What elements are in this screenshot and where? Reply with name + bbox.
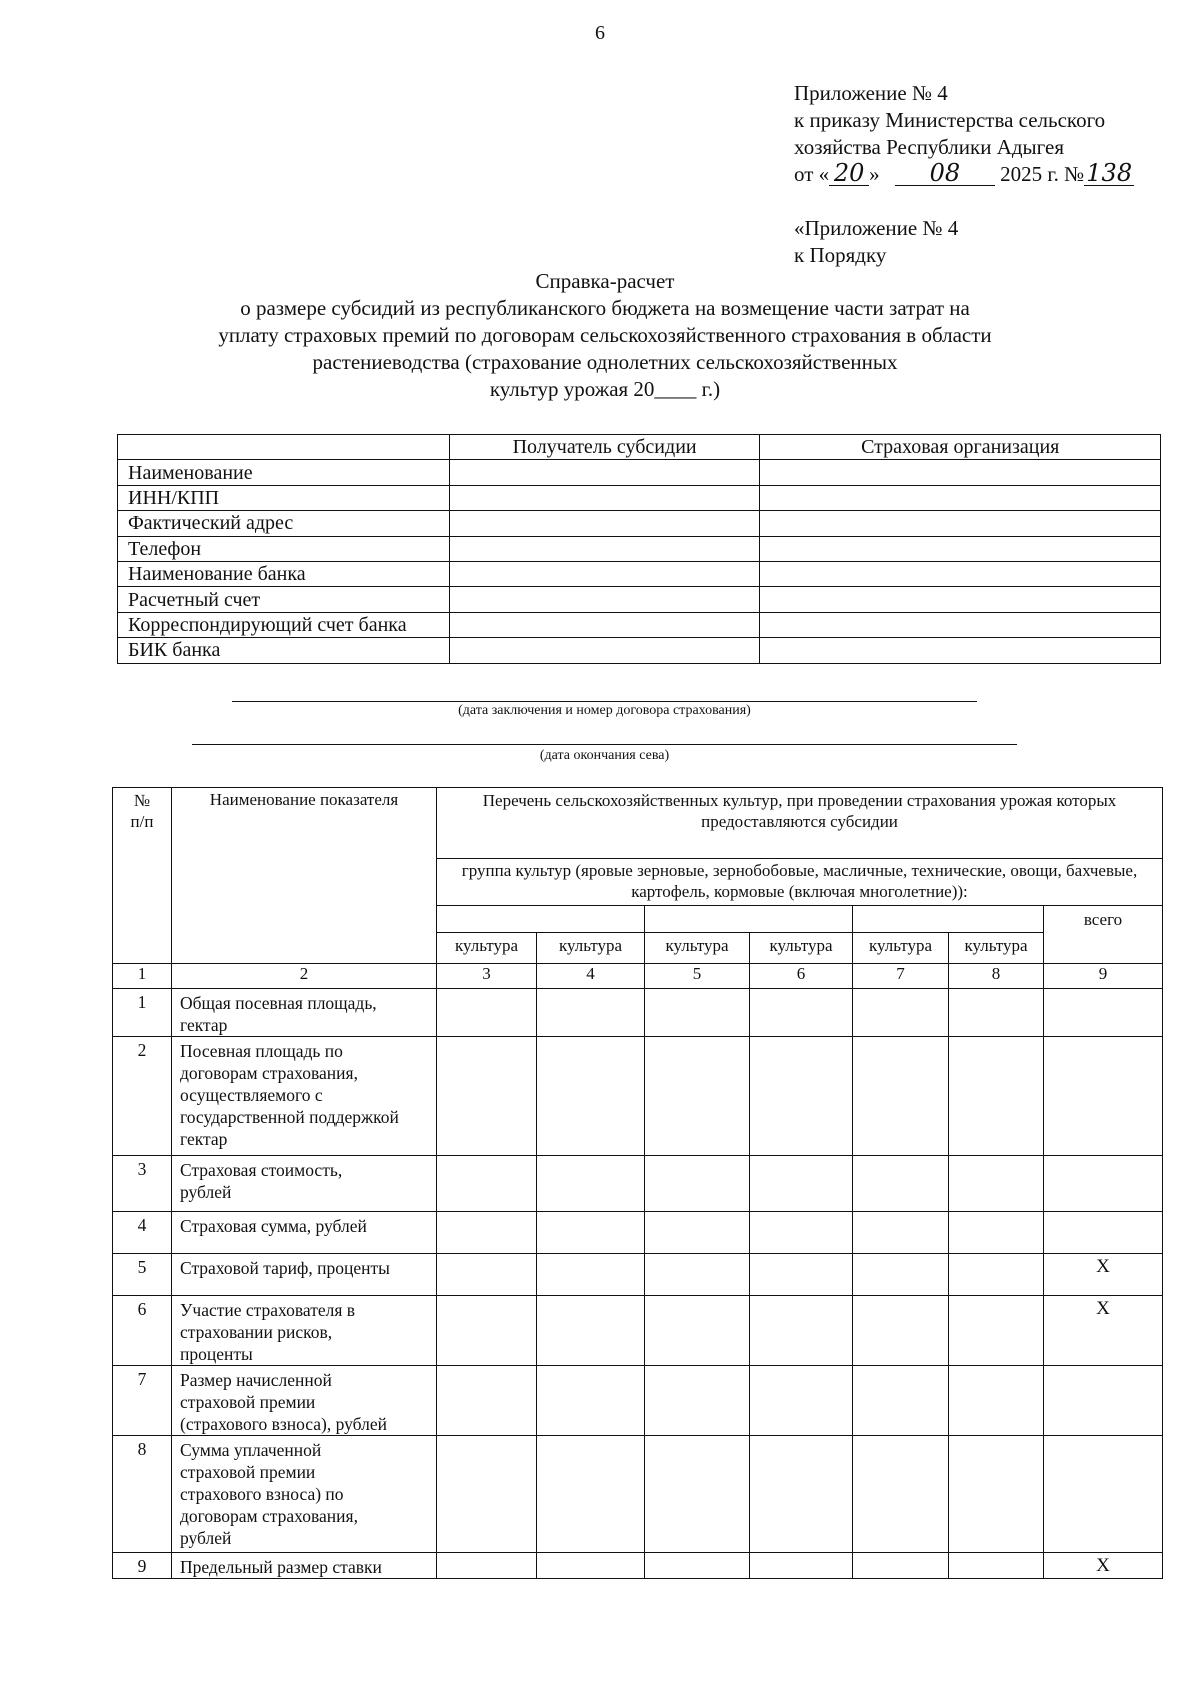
total-cell[interactable]: Х (1044, 1254, 1163, 1296)
table-row (118, 638, 1161, 663)
row-number: 1 (113, 989, 172, 1037)
crop-value-cell[interactable] (853, 1296, 949, 1366)
indicator-label: Сумма уплаченной страховой премии страхового взноса) по договорам страхования, рублей (172, 1436, 437, 1553)
crop-header: культура (537, 933, 645, 964)
crop-value-cell[interactable] (853, 1553, 949, 1579)
crop-value-cell[interactable] (645, 1037, 750, 1156)
crop-value-cell[interactable] (437, 1296, 537, 1366)
table-row (118, 460, 1161, 485)
crop-value-cell[interactable] (537, 1212, 645, 1254)
title-line1: Справка-расчет (535, 269, 675, 293)
insurer-cell[interactable] (760, 536, 1161, 561)
column-number: 6 (750, 964, 853, 989)
column-number: 5 (645, 964, 750, 989)
row-number: 4 (113, 1212, 172, 1254)
title-line2: о размере субсидий из республиканского бюджета на возмещение части затрат на (240, 296, 970, 320)
insurer-cell[interactable] (760, 587, 1161, 612)
total-cell[interactable]: Х (1044, 1296, 1163, 1366)
crop-value-cell[interactable] (437, 1553, 537, 1579)
table-header-row (118, 435, 1161, 460)
recipient-cell[interactable] (449, 587, 760, 612)
crop-value-cell[interactable] (645, 1212, 750, 1254)
crop-value-cell[interactable] (750, 1436, 853, 1553)
insurer-cell[interactable] (760, 511, 1161, 536)
appendix-header (794, 80, 1134, 188)
crop-value-cell[interactable] (853, 1366, 949, 1436)
crop-value-cell[interactable] (949, 1436, 1044, 1553)
header-insurer: Страховая организация (760, 435, 1161, 460)
handwritten-number: 138 (1084, 161, 1134, 186)
crop-value-cell[interactable] (645, 1436, 750, 1553)
col-indicator-header: Наименование показателя (172, 788, 437, 964)
column-numbers-row (113, 964, 1163, 989)
crop-value-cell[interactable] (537, 1156, 645, 1212)
document-title (100, 268, 1110, 403)
crop-group-cell (645, 906, 853, 933)
crop-value-cell[interactable] (645, 1254, 750, 1296)
column-number: 1 (113, 964, 172, 989)
row-number: 5 (113, 1254, 172, 1296)
crop-header: культура (437, 933, 537, 964)
crop-header: культура (750, 933, 853, 964)
crop-header: культура (645, 933, 750, 964)
row-label: Расчетный счет (118, 587, 450, 612)
appendix2-line2: к Порядку (794, 243, 887, 267)
contract-line[interactable] (232, 701, 977, 702)
table-row (118, 536, 1161, 561)
column-number: 9 (1044, 964, 1163, 989)
row-label: ИНН/КПП (118, 485, 450, 510)
crop-value-cell[interactable] (537, 1296, 645, 1366)
row-label: Наименование банка (118, 561, 450, 586)
row-label: Фактический адрес (118, 511, 450, 536)
crop-header: культура (853, 933, 949, 964)
crop-value-cell[interactable] (949, 1366, 1044, 1436)
indicator-rows (113, 989, 1163, 1579)
appendix-line2: к приказу Министерства сельского (794, 108, 1106, 132)
total-cell[interactable] (1044, 1366, 1163, 1436)
column-number: 4 (537, 964, 645, 989)
crop-value-cell[interactable] (853, 1212, 949, 1254)
row-label: Корреспондирующий счет банка (118, 612, 450, 637)
insurer-cell[interactable] (760, 561, 1161, 586)
contract-caption: (дата заключения и номер договора страхования) (458, 703, 751, 718)
crop-value-cell[interactable] (949, 1156, 1044, 1212)
handwritten-month: 08 (895, 161, 995, 186)
table-row (113, 1156, 1163, 1212)
crop-group-cell (853, 906, 1044, 933)
crop-value-cell[interactable] (537, 1436, 645, 1553)
table-row (113, 1212, 1163, 1254)
total-cell[interactable] (1044, 1037, 1163, 1156)
crop-header: культура (949, 933, 1044, 964)
recipient-cell[interactable] (449, 460, 760, 485)
row-label: БИК банка (118, 638, 450, 663)
crop-value-cell[interactable] (750, 989, 853, 1037)
row-number: 7 (113, 1366, 172, 1436)
table-row (113, 1366, 1163, 1436)
crop-value-cell[interactable] (645, 1296, 750, 1366)
table-row (118, 511, 1161, 536)
crop-value-cell[interactable] (750, 1296, 853, 1366)
table-row (113, 1037, 1163, 1156)
crop-value-cell[interactable] (537, 1366, 645, 1436)
title-line3: уплату страховых премий по договорам сельскохозяйственного страхования в области (218, 323, 992, 347)
total-cell[interactable] (1044, 1212, 1163, 1254)
recipient-cell[interactable] (449, 561, 760, 586)
sowing-line[interactable] (192, 744, 1017, 745)
crop-value-cell[interactable] (949, 1212, 1044, 1254)
insurer-cell[interactable] (760, 612, 1161, 637)
crop-value-cell[interactable] (750, 1037, 853, 1156)
recipient-cell[interactable] (449, 485, 760, 510)
year-text: 2025 г. № (1000, 162, 1085, 186)
total-cell[interactable]: Х (1044, 1553, 1163, 1579)
crop-value-cell[interactable] (645, 989, 750, 1037)
table-row (118, 612, 1161, 637)
total-header: всего (1044, 906, 1163, 964)
table-row (118, 587, 1161, 612)
row-number: 8 (113, 1436, 172, 1553)
indicator-label: Участие страхователя в страховании рисков, проценты (172, 1296, 437, 1366)
crop-value-cell[interactable] (853, 1436, 949, 1553)
date-prefix: от « (794, 162, 830, 186)
crop-value-cell[interactable] (437, 1156, 537, 1212)
row-number: 9 (113, 1553, 172, 1579)
crop-value-cell[interactable] (750, 1254, 853, 1296)
crop-value-cell[interactable] (750, 1156, 853, 1212)
crop-value-cell[interactable] (537, 1037, 645, 1156)
crops-list-header: Перечень сельскохозяйственных культур, при проведении страхования урожая которых предоставляются субсидии (437, 788, 1163, 859)
crop-group-cell (437, 906, 645, 933)
insurer-cell[interactable] (760, 460, 1161, 485)
row-number: 3 (113, 1156, 172, 1212)
page-number: 6 (595, 22, 605, 44)
recipient-cell[interactable] (449, 536, 760, 561)
crop-value-cell[interactable] (750, 1553, 853, 1579)
table-row (113, 1254, 1163, 1296)
total-cell[interactable] (1044, 1156, 1163, 1212)
table-row (118, 485, 1161, 510)
appendix-line1: Приложение № 4 (794, 81, 948, 105)
crop-value-cell[interactable] (853, 1156, 949, 1212)
date-mid: » (869, 162, 880, 186)
row-label: Телефон (118, 536, 450, 561)
appendix-to-order (794, 215, 958, 269)
indicator-label: Предельный размер ставки (172, 1553, 437, 1579)
table-row (113, 1436, 1163, 1553)
sowing-caption: (дата окончания сева) (539, 748, 670, 763)
crop-value-cell[interactable] (949, 1553, 1044, 1579)
subsidy-calculation-table (112, 787, 1163, 1579)
table-row (113, 989, 1163, 1037)
row-label: Наименование (118, 460, 450, 485)
table-row (118, 561, 1161, 586)
indicator-label: Страховой тариф, проценты (172, 1254, 437, 1296)
crop-group-header: группа культур (яровые зерновые, зернобобовые, масличные, технические, овощи, бахчевые, картофель, кормовые (включая многолетние)): (437, 859, 1163, 906)
insurer-cell[interactable] (760, 485, 1161, 510)
indicator-label: Страховая стоимость, рублей (172, 1156, 437, 1212)
column-number: 7 (853, 964, 949, 989)
indicator-label: Посевная площадь по договорам страхования, осуществляемого с государственной поддержкой гектар (172, 1037, 437, 1156)
crop-value-cell[interactable] (537, 989, 645, 1037)
crop-value-cell[interactable] (853, 989, 949, 1037)
total-cell[interactable] (1044, 989, 1163, 1037)
indicator-label: Общая посевная площадь, гектар (172, 989, 437, 1037)
column-number: 2 (172, 964, 437, 989)
handwritten-day: 20 (829, 161, 869, 186)
column-number: 8 (949, 964, 1044, 989)
crop-value-cell[interactable] (437, 1254, 537, 1296)
crop-value-cell[interactable] (645, 1553, 750, 1579)
indicator-label: Страховая сумма, рублей (172, 1212, 437, 1254)
crop-value-cell[interactable] (949, 989, 1044, 1037)
header-recipient: Получатель субсидии (449, 435, 760, 460)
crop-value-cell[interactable] (853, 1037, 949, 1156)
title-line5: культур урожая 20____ г.) (489, 377, 721, 401)
crop-value-cell[interactable] (949, 1254, 1044, 1296)
crop-value-cell[interactable] (853, 1254, 949, 1296)
total-cell[interactable] (1044, 1436, 1163, 1553)
crop-value-cell[interactable] (949, 1037, 1044, 1156)
recipient-cell[interactable] (449, 612, 760, 637)
recipient-cell[interactable] (449, 511, 760, 536)
crop-value-cell[interactable] (645, 1366, 750, 1436)
crop-value-cell[interactable] (537, 1553, 645, 1579)
crop-value-cell[interactable] (437, 1436, 537, 1553)
crop-value-cell[interactable] (750, 1212, 853, 1254)
appendix-line3: хозяйства Республики Адыгея (794, 135, 1064, 159)
insurer-cell[interactable] (760, 638, 1161, 663)
crop-value-cell[interactable] (437, 989, 537, 1037)
indicator-label: Размер начисленной страховой премии (страхового взноса), рублей (172, 1366, 437, 1436)
crop-value-cell[interactable] (437, 1212, 537, 1254)
recipient-cell[interactable] (449, 638, 760, 663)
table-row (113, 1553, 1163, 1579)
crop-value-cell[interactable] (437, 1366, 537, 1436)
table-row (113, 1296, 1163, 1366)
title-line4: растениеводства (страхование однолетних сельскохозяйственных (312, 350, 898, 374)
col-number-header: № п/п (113, 788, 172, 964)
recipient-insurer-table (117, 434, 1161, 664)
crop-value-cell[interactable] (949, 1296, 1044, 1366)
row-number: 2 (113, 1037, 172, 1156)
crop-value-cell[interactable] (537, 1254, 645, 1296)
header-empty (118, 435, 450, 460)
column-number: 3 (437, 964, 537, 989)
crop-value-cell[interactable] (645, 1156, 750, 1212)
appendix2-line1: «Приложение № 4 (794, 216, 959, 240)
crop-value-cell[interactable] (437, 1037, 537, 1156)
crop-value-cell[interactable] (750, 1366, 853, 1436)
row-number: 6 (113, 1296, 172, 1366)
appendix-date-line (794, 161, 1134, 188)
